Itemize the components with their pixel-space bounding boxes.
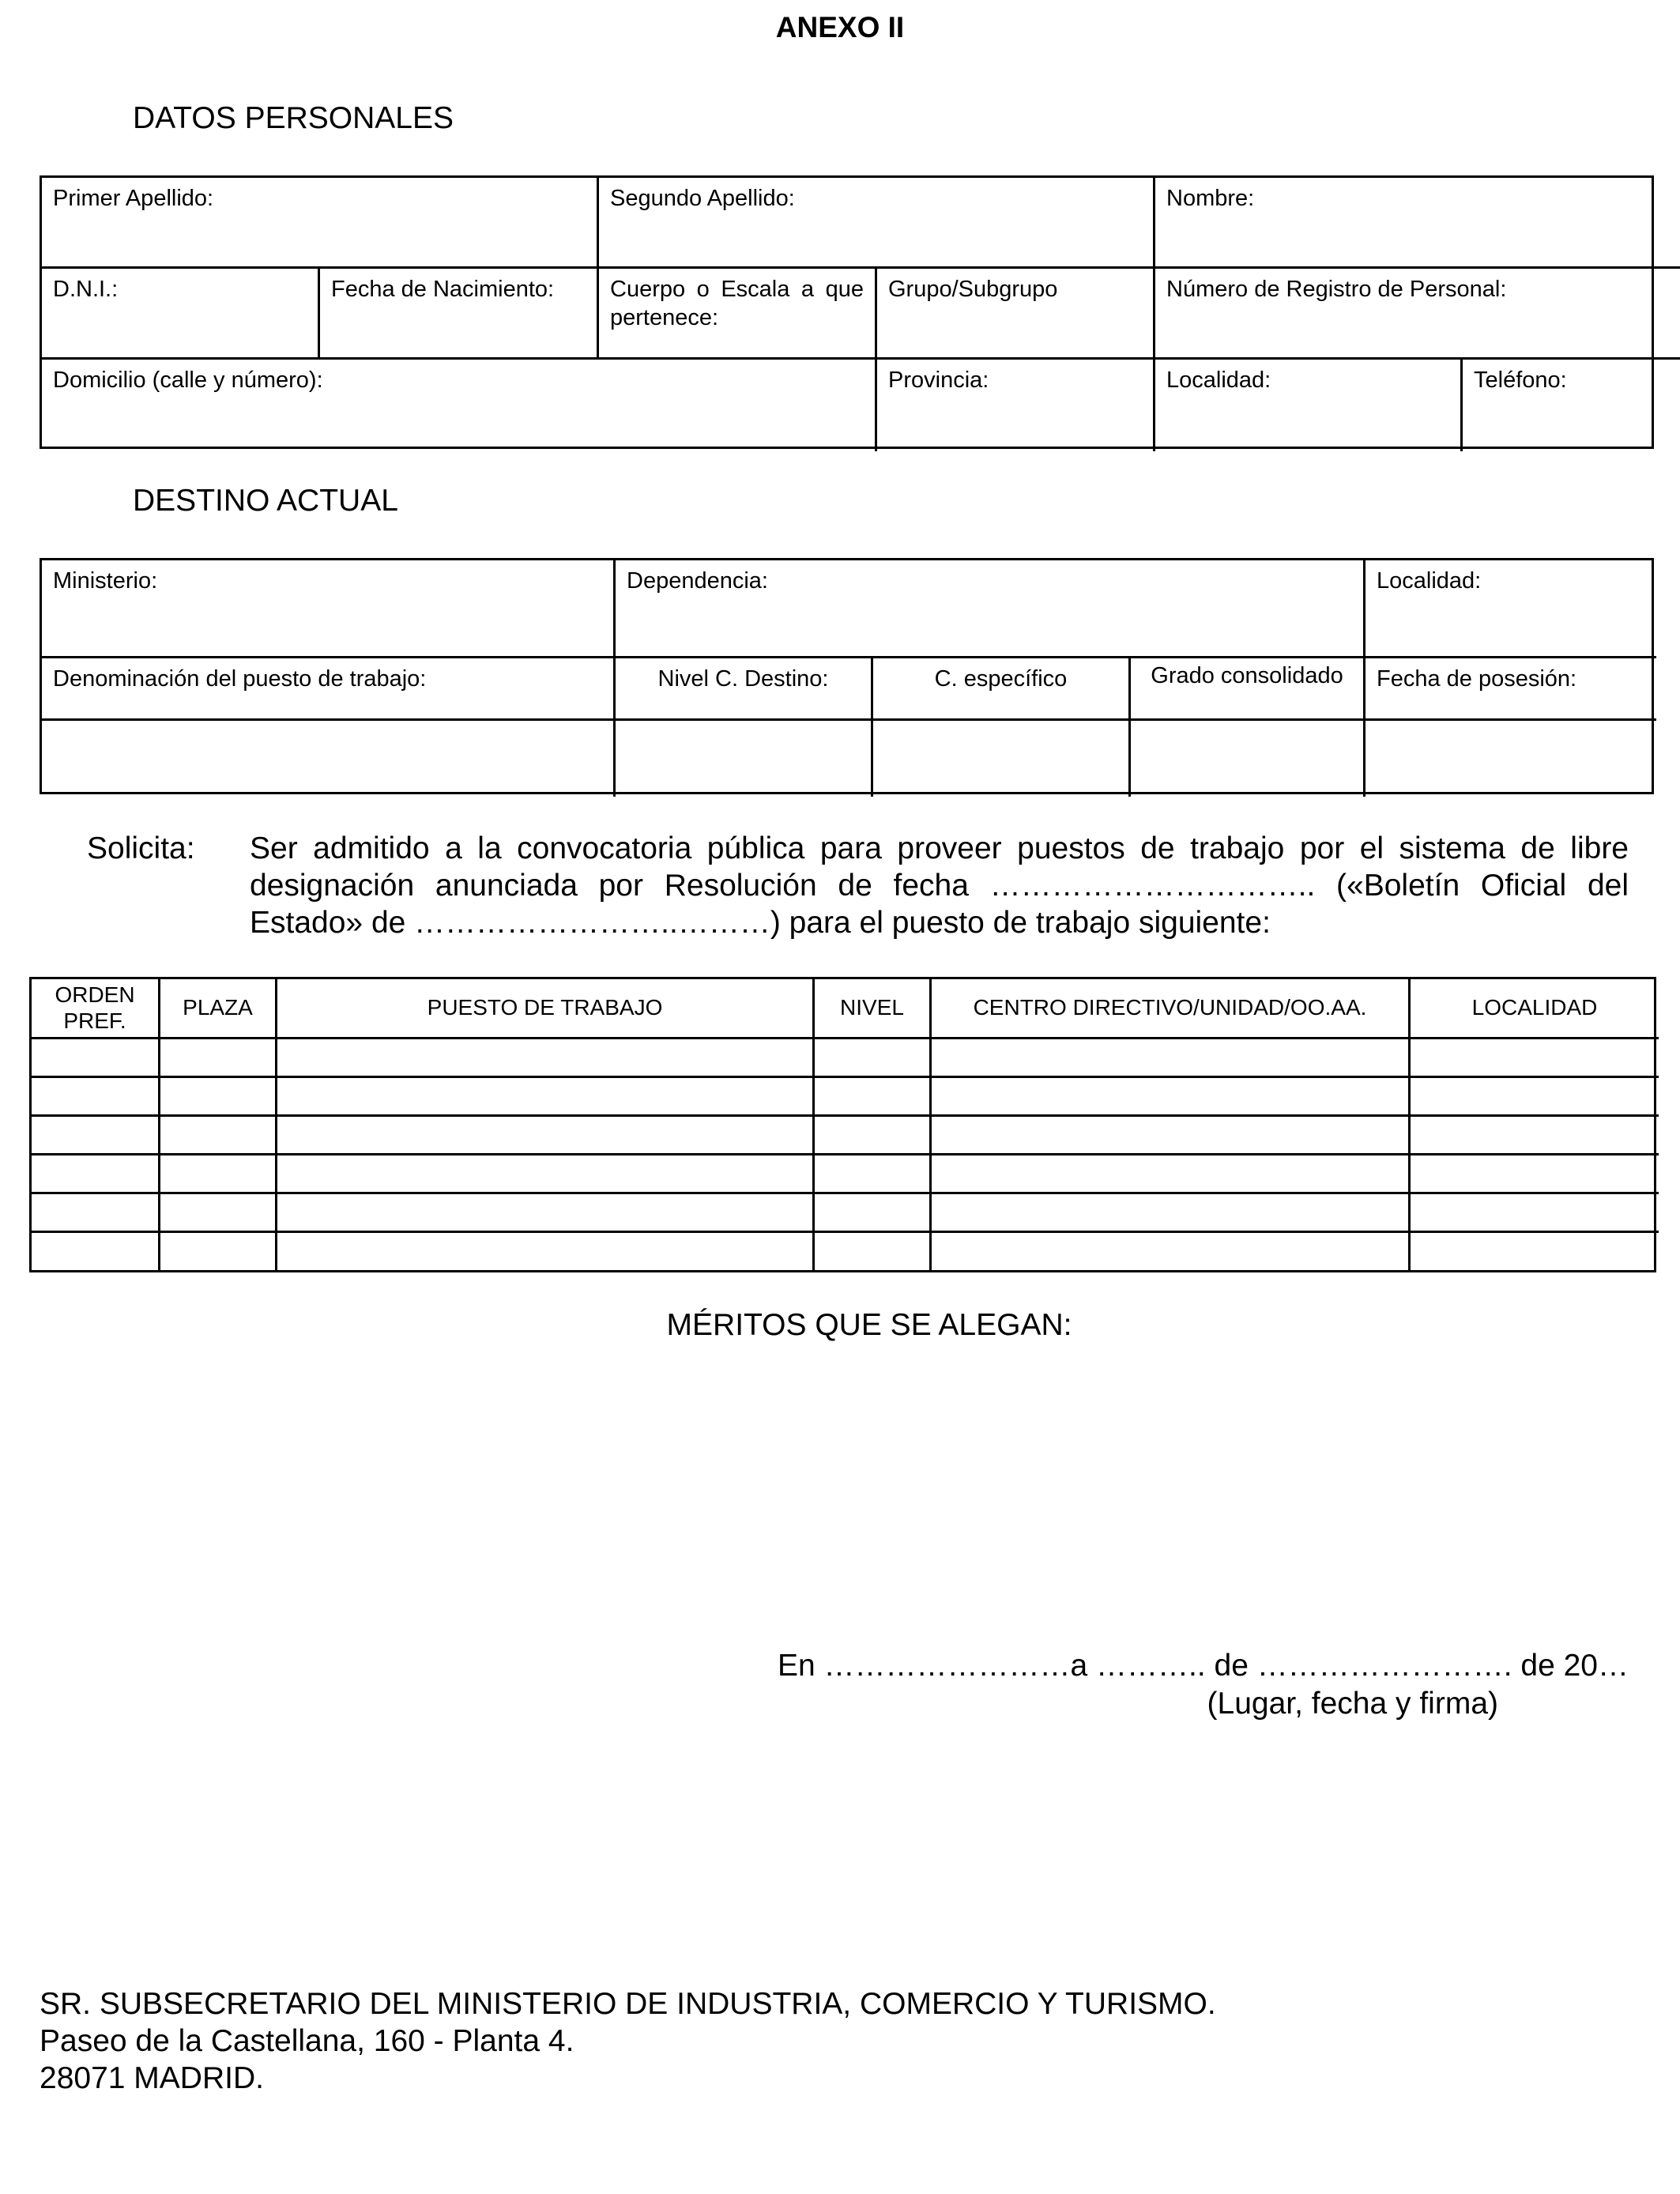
puestos-table-cell[interactable] xyxy=(160,1039,277,1078)
puestos-table-cell[interactable] xyxy=(277,1233,815,1272)
puestos-header-cell: PUESTO DE TRABAJO xyxy=(277,979,815,1039)
puestos-table-cell[interactable] xyxy=(932,1078,1411,1117)
puestos-table-cell[interactable] xyxy=(932,1117,1411,1155)
cuerpo-escala-label: Cuerpo o Escala a que pertenece: xyxy=(610,277,864,331)
grado-input[interactable] xyxy=(1131,721,1365,797)
puestos-header-cell: PLAZA xyxy=(160,979,277,1039)
puestos-table-cell[interactable] xyxy=(160,1233,277,1272)
puestos-table-cell[interactable] xyxy=(1411,1078,1659,1117)
nrp-field[interactable]: Número de Registro de Personal: xyxy=(1155,269,1680,360)
puestos-table-cell[interactable] xyxy=(815,1155,932,1194)
nombre-field[interactable]: Nombre: xyxy=(1155,178,1680,269)
solicita-paragraph xyxy=(250,830,1629,941)
fecha-nacimiento-field[interactable]: Fecha de Nacimiento: xyxy=(320,269,599,360)
destinatario-block xyxy=(40,1985,1216,2097)
section-heading-datos-personales: DATOS PERSONALES xyxy=(133,101,454,135)
destino-actual-table xyxy=(40,558,1654,794)
especifico-input[interactable] xyxy=(873,721,1131,797)
primer-apellido-field[interactable]: Primer Apellido: xyxy=(42,178,599,269)
provincia-field[interactable]: Provincia: xyxy=(877,360,1155,451)
destinatario-line-2: Paseo de la Castellana, 160 - Planta 4. xyxy=(40,2024,574,2058)
puestos-header-cell: CENTRO DIRECTIVO/UNIDAD/OO.AA. xyxy=(932,979,1411,1039)
puestos-table-cell[interactable] xyxy=(277,1078,815,1117)
destinatario-line-3: 28071 MADRID. xyxy=(40,2061,264,2095)
puestos-table-cell[interactable] xyxy=(932,1233,1411,1272)
puestos-table-cell[interactable] xyxy=(160,1155,277,1194)
denominacion-label: Denominación del puesto de trabajo: xyxy=(42,658,616,721)
puestos-table-cell[interactable] xyxy=(932,1194,1411,1233)
puestos-table-cell[interactable] xyxy=(32,1039,160,1078)
grado-label: Grado consolidado xyxy=(1131,658,1365,721)
puestos-table-cell[interactable] xyxy=(277,1039,815,1078)
dni-field[interactable]: D.N.I.: xyxy=(42,269,320,360)
puestos-table-cell[interactable] xyxy=(32,1117,160,1155)
segundo-apellido-field[interactable]: Segundo Apellido: xyxy=(599,178,1155,269)
solicita-line-1: Ser admitido a la convocatoria pública para proveer puestos de trabajo por el sistema de libre xyxy=(250,831,1629,865)
nivel-destino-input[interactable] xyxy=(616,721,873,797)
section-heading-destino-actual: DESTINO ACTUAL xyxy=(133,484,398,518)
destinatario-line-1: SR. SUBSECRETARIO DEL MINISTERIO DE INDUSTRIA, COMERCIO Y TURISMO. xyxy=(40,1987,1216,2021)
telefono-field[interactable]: Teléfono: xyxy=(1474,368,1567,393)
dependencia-field[interactable]: Dependencia: xyxy=(616,560,1365,658)
solicita-line-2: designación anunciada por Resolución de fecha ………………………….. («Boletín Oficial del xyxy=(250,869,1629,903)
puestos-table-cell[interactable] xyxy=(1411,1117,1659,1155)
grupo-subgrupo-field[interactable]: Grupo/Subgrupo xyxy=(877,269,1155,360)
puestos-header-cell: ORDEN PREF. xyxy=(32,979,160,1039)
localidad-destino-field[interactable]: Localidad: xyxy=(1365,560,1656,658)
datos-personales-table xyxy=(40,175,1654,449)
solicita-line-3: Estado» de ……………………..………) para el puesto de trabajo siguiente: xyxy=(250,906,1271,940)
firma-caption: (Lugar, fecha y firma) xyxy=(1207,1687,1498,1721)
localidad-field[interactable]: Localidad: xyxy=(1155,360,1463,451)
puestos-table-cell[interactable] xyxy=(277,1117,815,1155)
puestos-table-cell[interactable] xyxy=(815,1233,932,1272)
cuerpo-escala-field[interactable] xyxy=(599,269,877,360)
puestos-table-cell[interactable] xyxy=(32,1194,160,1233)
meritos-heading: MÉRITOS QUE SE ALEGAN: xyxy=(666,1308,1072,1342)
puestos-header-cell: NIVEL xyxy=(815,979,932,1039)
puestos-table-cell[interactable] xyxy=(815,1039,932,1078)
puestos-table-cell[interactable] xyxy=(815,1117,932,1155)
puestos-table-cell[interactable] xyxy=(1411,1155,1659,1194)
puestos-table xyxy=(29,977,1656,1272)
nivel-destino-label: Nivel C. Destino: xyxy=(616,658,873,721)
domicilio-field[interactable]: Domicilio (calle y número): xyxy=(42,360,877,451)
puestos-table-cell[interactable] xyxy=(1411,1233,1659,1272)
page-title: ANEXO II xyxy=(775,11,905,43)
puestos-table-cell[interactable] xyxy=(1411,1039,1659,1078)
solicita-label: Solicita: xyxy=(87,831,195,865)
puestos-table-cell[interactable] xyxy=(160,1194,277,1233)
fecha-posesion-label: Fecha de posesión: xyxy=(1365,658,1656,721)
denominacion-input[interactable] xyxy=(42,721,616,797)
ministerio-field[interactable]: Ministerio: xyxy=(42,560,616,658)
puestos-table-cell[interactable] xyxy=(815,1078,932,1117)
puestos-table-cell[interactable] xyxy=(32,1155,160,1194)
fecha-posesion-input[interactable] xyxy=(1365,721,1656,797)
puestos-table-cell[interactable] xyxy=(932,1039,1411,1078)
firma-line: En ……………………a ……….. de ……………………. de 20… xyxy=(777,1649,1629,1683)
puestos-table-cell[interactable] xyxy=(815,1194,932,1233)
puestos-table-cell[interactable] xyxy=(32,1233,160,1272)
puestos-table-cell[interactable] xyxy=(160,1117,277,1155)
puestos-table-cell[interactable] xyxy=(160,1078,277,1117)
puestos-table-cell[interactable] xyxy=(32,1078,160,1117)
especifico-label: C. específico xyxy=(873,658,1131,721)
puestos-table-cell[interactable] xyxy=(1411,1194,1659,1233)
puestos-table-cell[interactable] xyxy=(932,1155,1411,1194)
puestos-header-cell: LOCALIDAD xyxy=(1411,979,1659,1039)
puestos-table-cell[interactable] xyxy=(277,1155,815,1194)
puestos-table-cell[interactable] xyxy=(277,1194,815,1233)
